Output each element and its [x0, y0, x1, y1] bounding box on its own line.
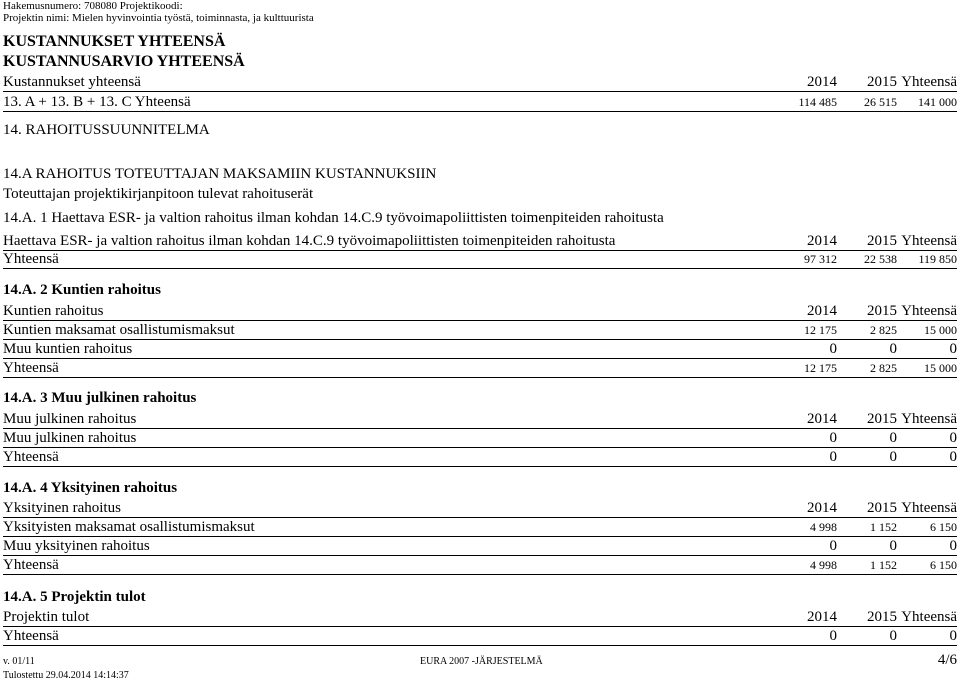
value-2014: 0 [829, 538, 837, 554]
value-2014: 97 312 [804, 252, 837, 266]
table-row [3, 518, 957, 537]
section-1-total-row [3, 250, 957, 269]
value-total: 0 [949, 430, 957, 446]
footer-version: v. 01/11 [3, 656, 35, 667]
value-total: 15 000 [924, 361, 957, 375]
col-2014: 2014 [807, 609, 837, 625]
row-label: Muu yksityinen rahoitus [3, 538, 150, 554]
row-label: Yhteensä [3, 251, 59, 267]
col-2014: 2014 [807, 500, 837, 516]
section-4-total-row [3, 556, 957, 575]
cost-estimate-title: KUSTANNUSARVIO YHTEENSÄ [3, 53, 245, 70]
section-3-title: 14.A. 3 Muu julkinen rahoitus [3, 390, 197, 406]
row-label: Yhteensä [3, 557, 59, 573]
page-number: 4/6 [937, 652, 957, 668]
funding-section-title: 14.A RAHOITUS TOTEUTTAJAN MAKSAMIIN KUSTANNUKSIIN [3, 166, 437, 182]
document-header-line-2: Projektin nimi: Mielen hyvinvointia työstä, toiminnasta, ja kulttuurista [3, 12, 314, 24]
funding-plan-title: 14. RAHOITUSSUUNNITELMA [3, 122, 210, 138]
value-2015: 0 [889, 341, 897, 357]
row-label: Yhteensä [3, 360, 59, 376]
value-2015: 1 152 [870, 558, 897, 572]
row-label: Kuntien maksamat osallistumismaksut [3, 322, 235, 338]
value-total: 6 150 [930, 558, 957, 572]
section-1-title: 14.A. 1 Haettava ESR- ja valtion rahoitus ilman kohdan 14.C.9 työvoimapoliittisten toimenpiteiden rahoitusta [3, 210, 664, 226]
value-total: 15 000 [924, 323, 957, 337]
table-row [3, 537, 957, 556]
row-label: Yksityisten maksamat osallistumismaksut [3, 519, 255, 535]
col-2014: 2014 [807, 74, 837, 90]
value-2014: 0 [829, 341, 837, 357]
table-row [3, 321, 957, 340]
col-2014: 2014 [807, 233, 837, 249]
value-2015: 2 825 [870, 323, 897, 337]
table-label: Kuntien rahoitus [3, 303, 104, 319]
footer-printed: Tulostettu 29.04.2014 14:14:37 [3, 670, 129, 681]
table-row [3, 429, 957, 448]
col-2014: 2014 [807, 303, 837, 319]
value-2015: 0 [889, 538, 897, 554]
value-total: 0 [949, 449, 957, 465]
costs-title: KUSTANNUKSET YHTEENSÄ [3, 33, 226, 50]
col-total: Yhteensä [901, 74, 957, 90]
col-total: Yhteensä [901, 500, 957, 516]
document-header-line-1: Hakemusnumero: 708080 Projektikoodi: [3, 0, 183, 12]
costs-table-header [3, 73, 957, 92]
value-2015: 1 152 [870, 520, 897, 534]
section-2-table-header [3, 302, 957, 321]
value-2015: 0 [889, 628, 897, 644]
value-2015: 2 825 [870, 361, 897, 375]
col-2015: 2015 [867, 609, 897, 625]
section-5-title: 14.A. 5 Projektin tulot [3, 589, 146, 605]
section-2-title: 14.A. 2 Kuntien rahoitus [3, 282, 161, 298]
funding-section-subtitle: Toteuttajan projektikirjanpitoon tulevat rahoituserät [3, 186, 314, 202]
col-2015: 2015 [867, 500, 897, 516]
table-label: Haettava ESR- ja valtion rahoitus ilman kohdan 14.C.9 työvoimapoliittisten toimenpiteiden rahoitusta [3, 233, 616, 249]
value-total: 0 [949, 628, 957, 644]
col-total: Yhteensä [901, 233, 957, 249]
value-2015: 26 515 [864, 95, 897, 109]
value-2014: 4 998 [810, 558, 837, 572]
value-total: 6 150 [930, 520, 957, 534]
value-2014: 0 [829, 430, 837, 446]
section-2-total-row [3, 359, 957, 378]
col-2014: 2014 [807, 411, 837, 427]
row-label: Yhteensä [3, 628, 59, 644]
value-2015: 0 [889, 449, 897, 465]
section-4-title: 14.A. 4 Yksityinen rahoitus [3, 480, 178, 496]
col-2015: 2015 [867, 233, 897, 249]
col-2015: 2015 [867, 411, 897, 427]
col-total: Yhteensä [901, 303, 957, 319]
section-3-total-row [3, 448, 957, 467]
row-label: Muu kuntien rahoitus [3, 341, 133, 357]
section-5-table-header [3, 608, 957, 627]
row-label: 13. A + 13. B + 13. C Yhteensä [3, 94, 191, 110]
table-label: Muu julkinen rahoitus [3, 411, 137, 427]
row-label: Yhteensä [3, 449, 59, 465]
value-total: 0 [949, 538, 957, 554]
section-3-table-header [3, 410, 957, 429]
col-total: Yhteensä [901, 609, 957, 625]
value-total: 0 [949, 341, 957, 357]
value-total: 119 850 [918, 252, 957, 266]
costs-table-label: Kustannukset yhteensä [3, 74, 141, 90]
value-2015: 0 [889, 430, 897, 446]
value-total: 141 000 [918, 95, 957, 109]
costs-total-row [3, 93, 957, 112]
table-row [3, 340, 957, 359]
col-total: Yhteensä [901, 411, 957, 427]
value-2014: 0 [829, 449, 837, 465]
row-label: Muu julkinen rahoitus [3, 430, 137, 446]
footer-system: EURA 2007 -JÄRJESTELMÄ [420, 656, 543, 667]
value-2014: 12 175 [804, 323, 837, 337]
value-2015: 22 538 [864, 252, 897, 266]
table-label: Yksityinen rahoitus [3, 500, 121, 516]
value-2014: 0 [829, 628, 837, 644]
section-5-total-row [3, 627, 957, 646]
col-2015: 2015 [867, 74, 897, 90]
table-label: Projektin tulot [3, 609, 90, 625]
value-2014: 4 998 [810, 520, 837, 534]
section-4-table-header [3, 499, 957, 518]
value-2014: 114 485 [798, 95, 837, 109]
section-1-table-header [3, 232, 957, 251]
value-2014: 12 175 [804, 361, 837, 375]
col-2015: 2015 [867, 303, 897, 319]
